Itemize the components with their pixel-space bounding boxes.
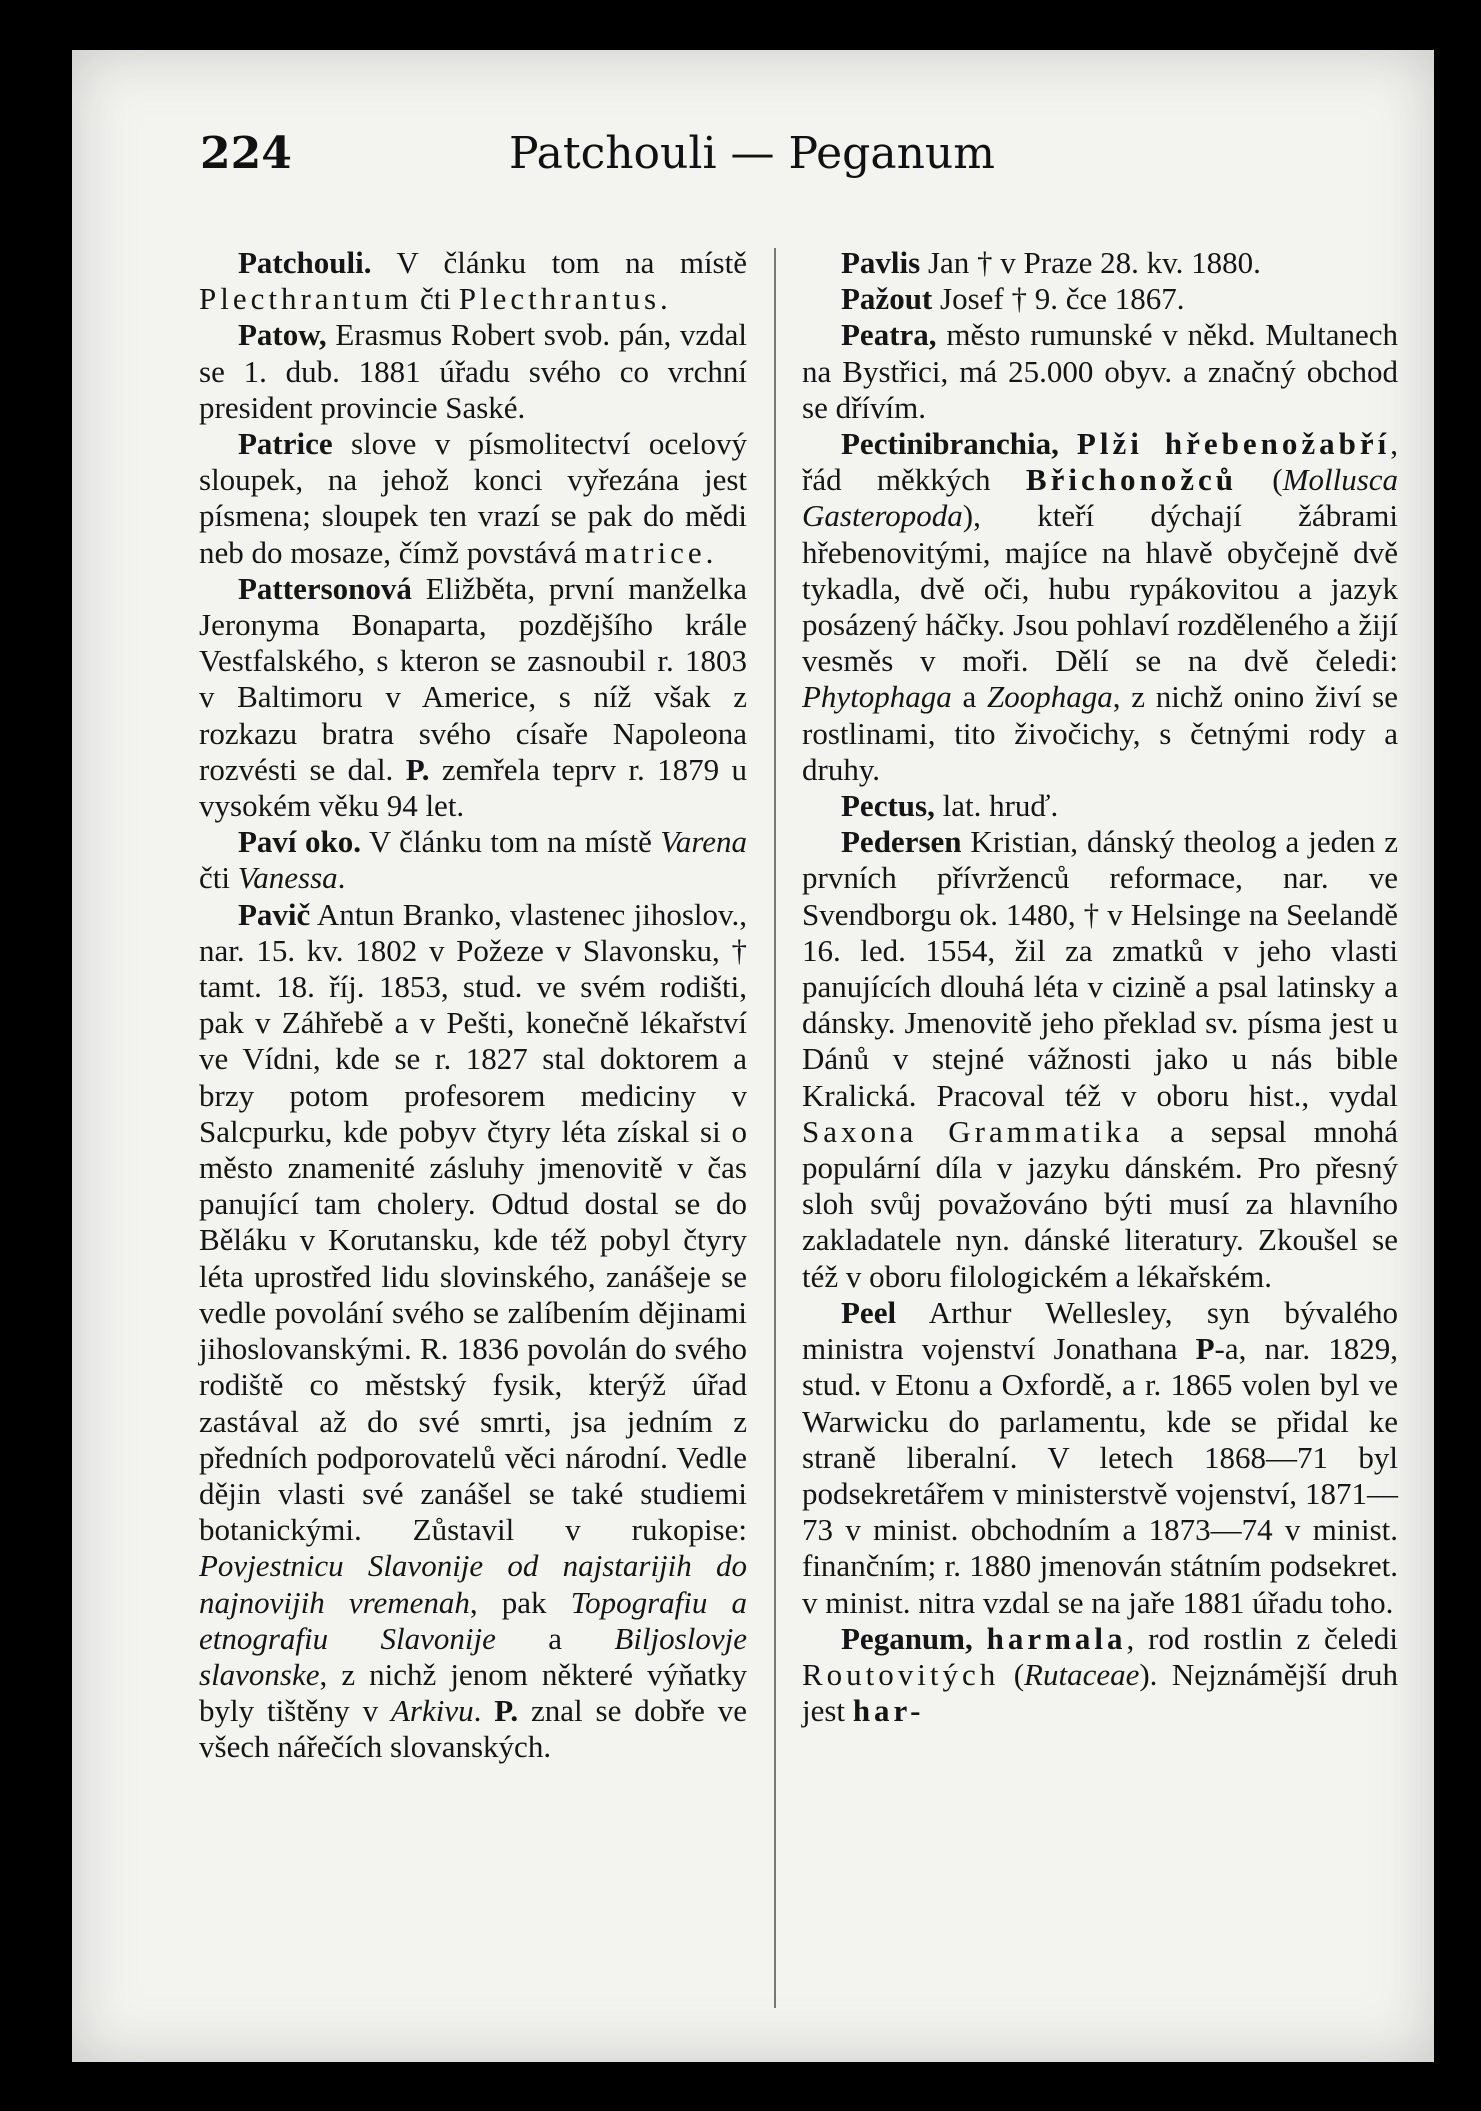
text-run: V článku tom na místě (371, 245, 747, 280)
text-run: čti (412, 281, 459, 317)
right-column (802, 245, 1398, 1729)
text-run: Routovitých (802, 1656, 1000, 1692)
text-run: Plži hřebenožabří (1076, 426, 1391, 462)
text-run: , z nichž jenom některé výňatky byly tištěny v (199, 1656, 747, 1729)
text-run: . (660, 281, 668, 317)
entry-patchouli (199, 245, 747, 317)
text-run: Antun Branko, vlastenec jihoslov., nar. 15. kv. 1802 v Požeze v Slavonsku, † tamt. 18. říj. 1853, stud. ve svém rodišti, pak v Záhřebě a v Pešti, konečně lékařství ve Vídni, kde se r. 1827 stal doktorem a brzy potom profesorem mediciny v Salcpurku, kde pobyv čtyry léta získal si o město znamenité zásluhy jmenovitě v čas panující tam cholery. Odtud dostal se do Běláku v Korutansku, kde též pobyl čtyry léta uprostřed lidu slovinského, zanášeje se vedle povolání svého se zalíbením dějinami jihoslovanskými. R. 1836 povolán do svého rodiště co městský fysik, kterýž úřad zastával až do své smrti, jsa jedním z předních podporovatelů věci národní. Vedle dějin vlasti své zanášel se také studiemi botanickými. Zůstavil v rukopise: (199, 896, 747, 1548)
text-run: , z nichž onino živí se rostlinami, tito živočichy, s četnými rody a druhy. (802, 679, 1399, 787)
text-run: Paví oko. (238, 824, 361, 860)
text-run: a sepsal mnohá populární díla v jazyku dánském. Pro přesný sloh svůj považováno býti musí za hlavního zakladatele nyn. dánské literatury. Zkoušel se též v oboru filologickém a lékařském. (802, 1113, 1399, 1294)
entry-peatra (802, 317, 1398, 426)
text-run: ( (999, 1656, 1025, 1692)
text-run: Pattersonová (238, 570, 412, 606)
text-run: Eližběta, první manželka Jeronyma Bonaparta, pozdějšího krále Vestfalského, s kteron se zasnoubil r. 1803 v Baltimoru v Americe, s níž však z rozkazu bratra svého císaře Napoleona rozvésti se dal. (199, 570, 747, 787)
text-run: Pavlis (841, 245, 921, 280)
text-run: Peel (841, 1294, 897, 1330)
entry-pectinibranchia (802, 426, 1398, 788)
text-run: Phytophaga (802, 679, 952, 715)
text-run: Peganum, (841, 1620, 973, 1656)
text-run: lat. hruď. (934, 788, 1059, 824)
text-run: Kristian, dánský theolog a jeden z prvních přívrženců reformace, nar. ve Svendborgu ok. 1480, † v Helsinge na Seelandě 16. led. 1554, žil za zmatků v jeho vlasti panujících dlouhá léta v cizině a psal latinsky a dánsky. Jmenovitě jeho překlad sv. písma jest u Dánů v stejné vážnosti jako u nás bible Kralická. Pracoval též v oboru hist., vydal (802, 824, 1398, 1113)
text-run: . (473, 1693, 495, 1729)
text-run: , řád měkkých (802, 426, 1398, 498)
text-run: ), kteří dýchají žábrami hřebenovitými, majíce na hlavě obyčejně dvě tykadla, dvě oči, hubu rypákovitou a jazyk posázený háčky. Jsou pohlaví rozděleného a žijí vesměs v moři. Dělí se na dvě čeledi: (802, 498, 1398, 679)
text-run: Arthur Wellesley, syn bývalého ministra vojenství Jonathana (802, 1294, 1398, 1367)
text-run: , rod rostlin z čeledi (1126, 1620, 1399, 1656)
text-run: Plecthrantus (458, 281, 661, 317)
text-run: Varena (660, 824, 747, 860)
book-page (72, 50, 1434, 2062)
text-run: zemřela teprv r. 1879 u vysokém věku 94 let. (199, 751, 748, 824)
text-run: Josef † 9. čce 1867. (932, 281, 1185, 317)
entry-pazout (802, 281, 1398, 317)
text-run: harmala (986, 1620, 1127, 1656)
text-run: Patow, (238, 317, 327, 353)
text-run: Jan † v Praze 28. kv. 1880. (920, 245, 1261, 280)
text-run: Pedersen (841, 824, 962, 860)
text-run: a (495, 1620, 615, 1656)
text-run: Pažout (841, 281, 933, 317)
text-run: město rumunské v někd. Multanech na Bystřici, má 25.000 obyv. a značný obchod se dřívím. (802, 317, 1398, 425)
entry-peganum (802, 1621, 1398, 1730)
text-run: a (951, 679, 988, 715)
text-run: P (1195, 1331, 1215, 1367)
text-run: Zoophaga (987, 679, 1113, 715)
text-run: P. (494, 1693, 519, 1729)
text-run: znal se dobře ve všech nářečích slovanských. (199, 1693, 748, 1765)
text-run: Biljoslovje slavonske (199, 1620, 747, 1692)
text-run: Břichonožců (1025, 462, 1237, 498)
running-title: Patchouli — Peganum (509, 128, 995, 179)
text-run: Peatra, (841, 317, 937, 353)
text-run: Patrice (238, 426, 333, 462)
text-run: V článku tom na místě (361, 824, 661, 860)
entry-pedersen (802, 824, 1398, 1295)
text-run: Pavič (238, 896, 311, 932)
text-run: čti (199, 860, 238, 896)
text-run: P. (405, 751, 430, 787)
entry-patrice (199, 426, 747, 571)
entry-pattersonova (199, 571, 747, 824)
text-run: Vanessa (237, 860, 338, 896)
text-run: Patchouli. (238, 245, 372, 280)
entry-pavlis (802, 245, 1398, 281)
entry-pavi-oko (199, 824, 747, 896)
text-run: Povjestnicu Slavonije od najstarijih do najnovijih vremenah (199, 1548, 747, 1620)
page-header (200, 122, 1364, 202)
text-run: Erasmus Robert svob. pán, vzdal se 1. dub. 1881 úřadu svého co vrchní president provincie Saské. (199, 317, 747, 425)
text-run: Pectus, (841, 788, 935, 824)
entry-pavic (199, 897, 747, 1766)
entry-pectus (802, 788, 1398, 824)
text-run: , pak (469, 1584, 571, 1620)
text-run (1059, 426, 1077, 461)
text-run: ). Nejznámější druh jest (802, 1656, 1398, 1729)
text-run: Mollusca Gasteropoda (802, 462, 1399, 534)
text-run: -a, nar. 1829, stud. v Etonu a Oxfordě, a r. 1865 volen byl ve Warwicku do parlamentu, kde se přidal ke straně liberalní. V letech 1868—71 byl podsekretářem v ministerstvě vojenství, 1871—73 v minist. obchodním a 1873—74 v minist. finančním; r. 1880 jmenován státním podsekret. v minist. nitra vzdal se na jaře 1881 úřadu toho. (802, 1331, 1398, 1620)
left-column (199, 245, 747, 1766)
entry-peel (802, 1295, 1398, 1621)
entry-patow (199, 317, 747, 426)
text-run: matrice (584, 534, 706, 570)
text-run: slove v písmolitectví ocelový sloupek, na jehož konci vyřezána jest písmena; sloupek ten vrazí se pak do mědi neb do mosaze, čímž povstává (199, 426, 747, 570)
text-run: Saxona Grammatika (802, 1113, 1144, 1149)
text-run: Topografiu a etnografiu Slavonije (199, 1584, 747, 1656)
text-run (973, 1621, 987, 1656)
text-run: Arkivu (390, 1693, 474, 1729)
text-run: . (337, 860, 346, 896)
text-run: Pectinibranchia, (841, 426, 1059, 462)
column-divider (774, 248, 776, 2008)
text-run: Rutaceae (1024, 1656, 1140, 1692)
text-run: har- (852, 1693, 925, 1729)
text-run: ( (1236, 462, 1283, 498)
text-run: . (705, 534, 714, 570)
page-number: 224 (200, 128, 292, 179)
text-run: Plecthrantum (199, 281, 413, 317)
